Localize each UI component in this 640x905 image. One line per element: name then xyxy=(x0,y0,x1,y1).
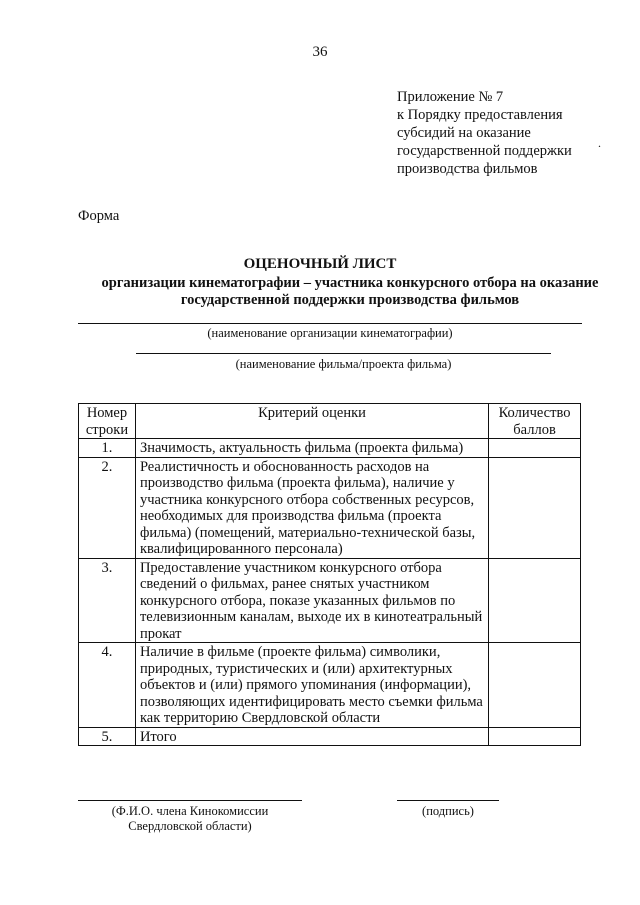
subtitle-line: организации кинематографии – участника конкурсного отбора на оказание xyxy=(101,275,599,291)
appendix-line: производства фильмов xyxy=(397,161,538,177)
fio-caption-line: Свердловской области) xyxy=(128,819,252,833)
org-name-caption: (наименование организации кинематографии) xyxy=(207,326,453,340)
criterion-text: Итого xyxy=(135,727,488,746)
fio-caption-line: (Ф.И.О. члена Кинокомиссии xyxy=(111,804,269,818)
criterion-text: Реалистичность и обоснованность расходов на производство фильма (проекта фильма), наличие у участника конкурсного отбора собственных ресурсов, необходимых для производства фильма (проекта фильма) (помещений, материально-технической базы, квалифицированного персонала) xyxy=(135,457,488,558)
table-header-row xyxy=(79,404,581,439)
film-name-line[interactable] xyxy=(136,353,551,354)
appendix-line: Приложение № 7 xyxy=(397,89,504,105)
film-name-caption: (наименование фильма/проекта фильма) xyxy=(235,357,452,371)
criterion-text: Наличие в фильме (проекте фильма) символики, природных, туристических и (или) архитектурных объектов и (или) прямого упоминания (информации), позволяющих идентифицировать место съемки фильма как территорию Свердловской области xyxy=(135,643,488,728)
signature-caption: (подпись) xyxy=(422,804,474,818)
row-number: 3. xyxy=(79,558,136,643)
score-cell[interactable] xyxy=(489,457,581,558)
form-label: Форма xyxy=(78,208,120,224)
table-row xyxy=(79,457,581,558)
appendix-line: субсидий на оказание xyxy=(397,125,531,141)
subtitle-line: государственной поддержки производства фильмов xyxy=(180,292,520,308)
score-cell[interactable] xyxy=(489,439,581,458)
table-row xyxy=(79,727,581,746)
page-number: 36 xyxy=(312,44,328,60)
header-criterion: Критерий оценки xyxy=(135,404,488,439)
signature-line[interactable] xyxy=(397,800,499,801)
org-name-line[interactable] xyxy=(78,323,582,324)
document-subtitle xyxy=(60,275,640,309)
fio-signature-line[interactable] xyxy=(78,800,302,801)
table-row xyxy=(79,643,581,728)
row-number: 2. xyxy=(79,457,136,558)
appendix-line: к Порядку предоставления xyxy=(397,107,563,123)
appendix-block xyxy=(397,88,572,178)
appendix-line: государственной поддержки xyxy=(397,143,572,159)
row-number: 5. xyxy=(79,727,136,746)
row-number: 4. xyxy=(79,643,136,728)
criterion-text: Значимость, актуальность фильма (проекта фильма) xyxy=(135,439,488,458)
fio-caption xyxy=(78,804,302,834)
criterion-text: Предоставление участником конкурсного отбора сведений о фильмах, ранее снятых участником конкурсного отбора, показе указанных фильмов по телевизионным каналам, выходе их в кинотеатральный прокат xyxy=(135,558,488,643)
row-number: 1. xyxy=(79,439,136,458)
table-row xyxy=(79,558,581,643)
stray-mark: . xyxy=(598,136,601,150)
criteria-table xyxy=(78,403,581,746)
score-cell[interactable] xyxy=(489,727,581,746)
score-cell[interactable] xyxy=(489,643,581,728)
header-score: Количество баллов xyxy=(489,404,581,439)
score-cell[interactable] xyxy=(489,558,581,643)
document-title: ОЦЕНОЧНЫЙ ЛИСТ xyxy=(243,256,397,272)
table-row xyxy=(79,439,581,458)
header-row-number: Номер строки xyxy=(79,404,136,439)
